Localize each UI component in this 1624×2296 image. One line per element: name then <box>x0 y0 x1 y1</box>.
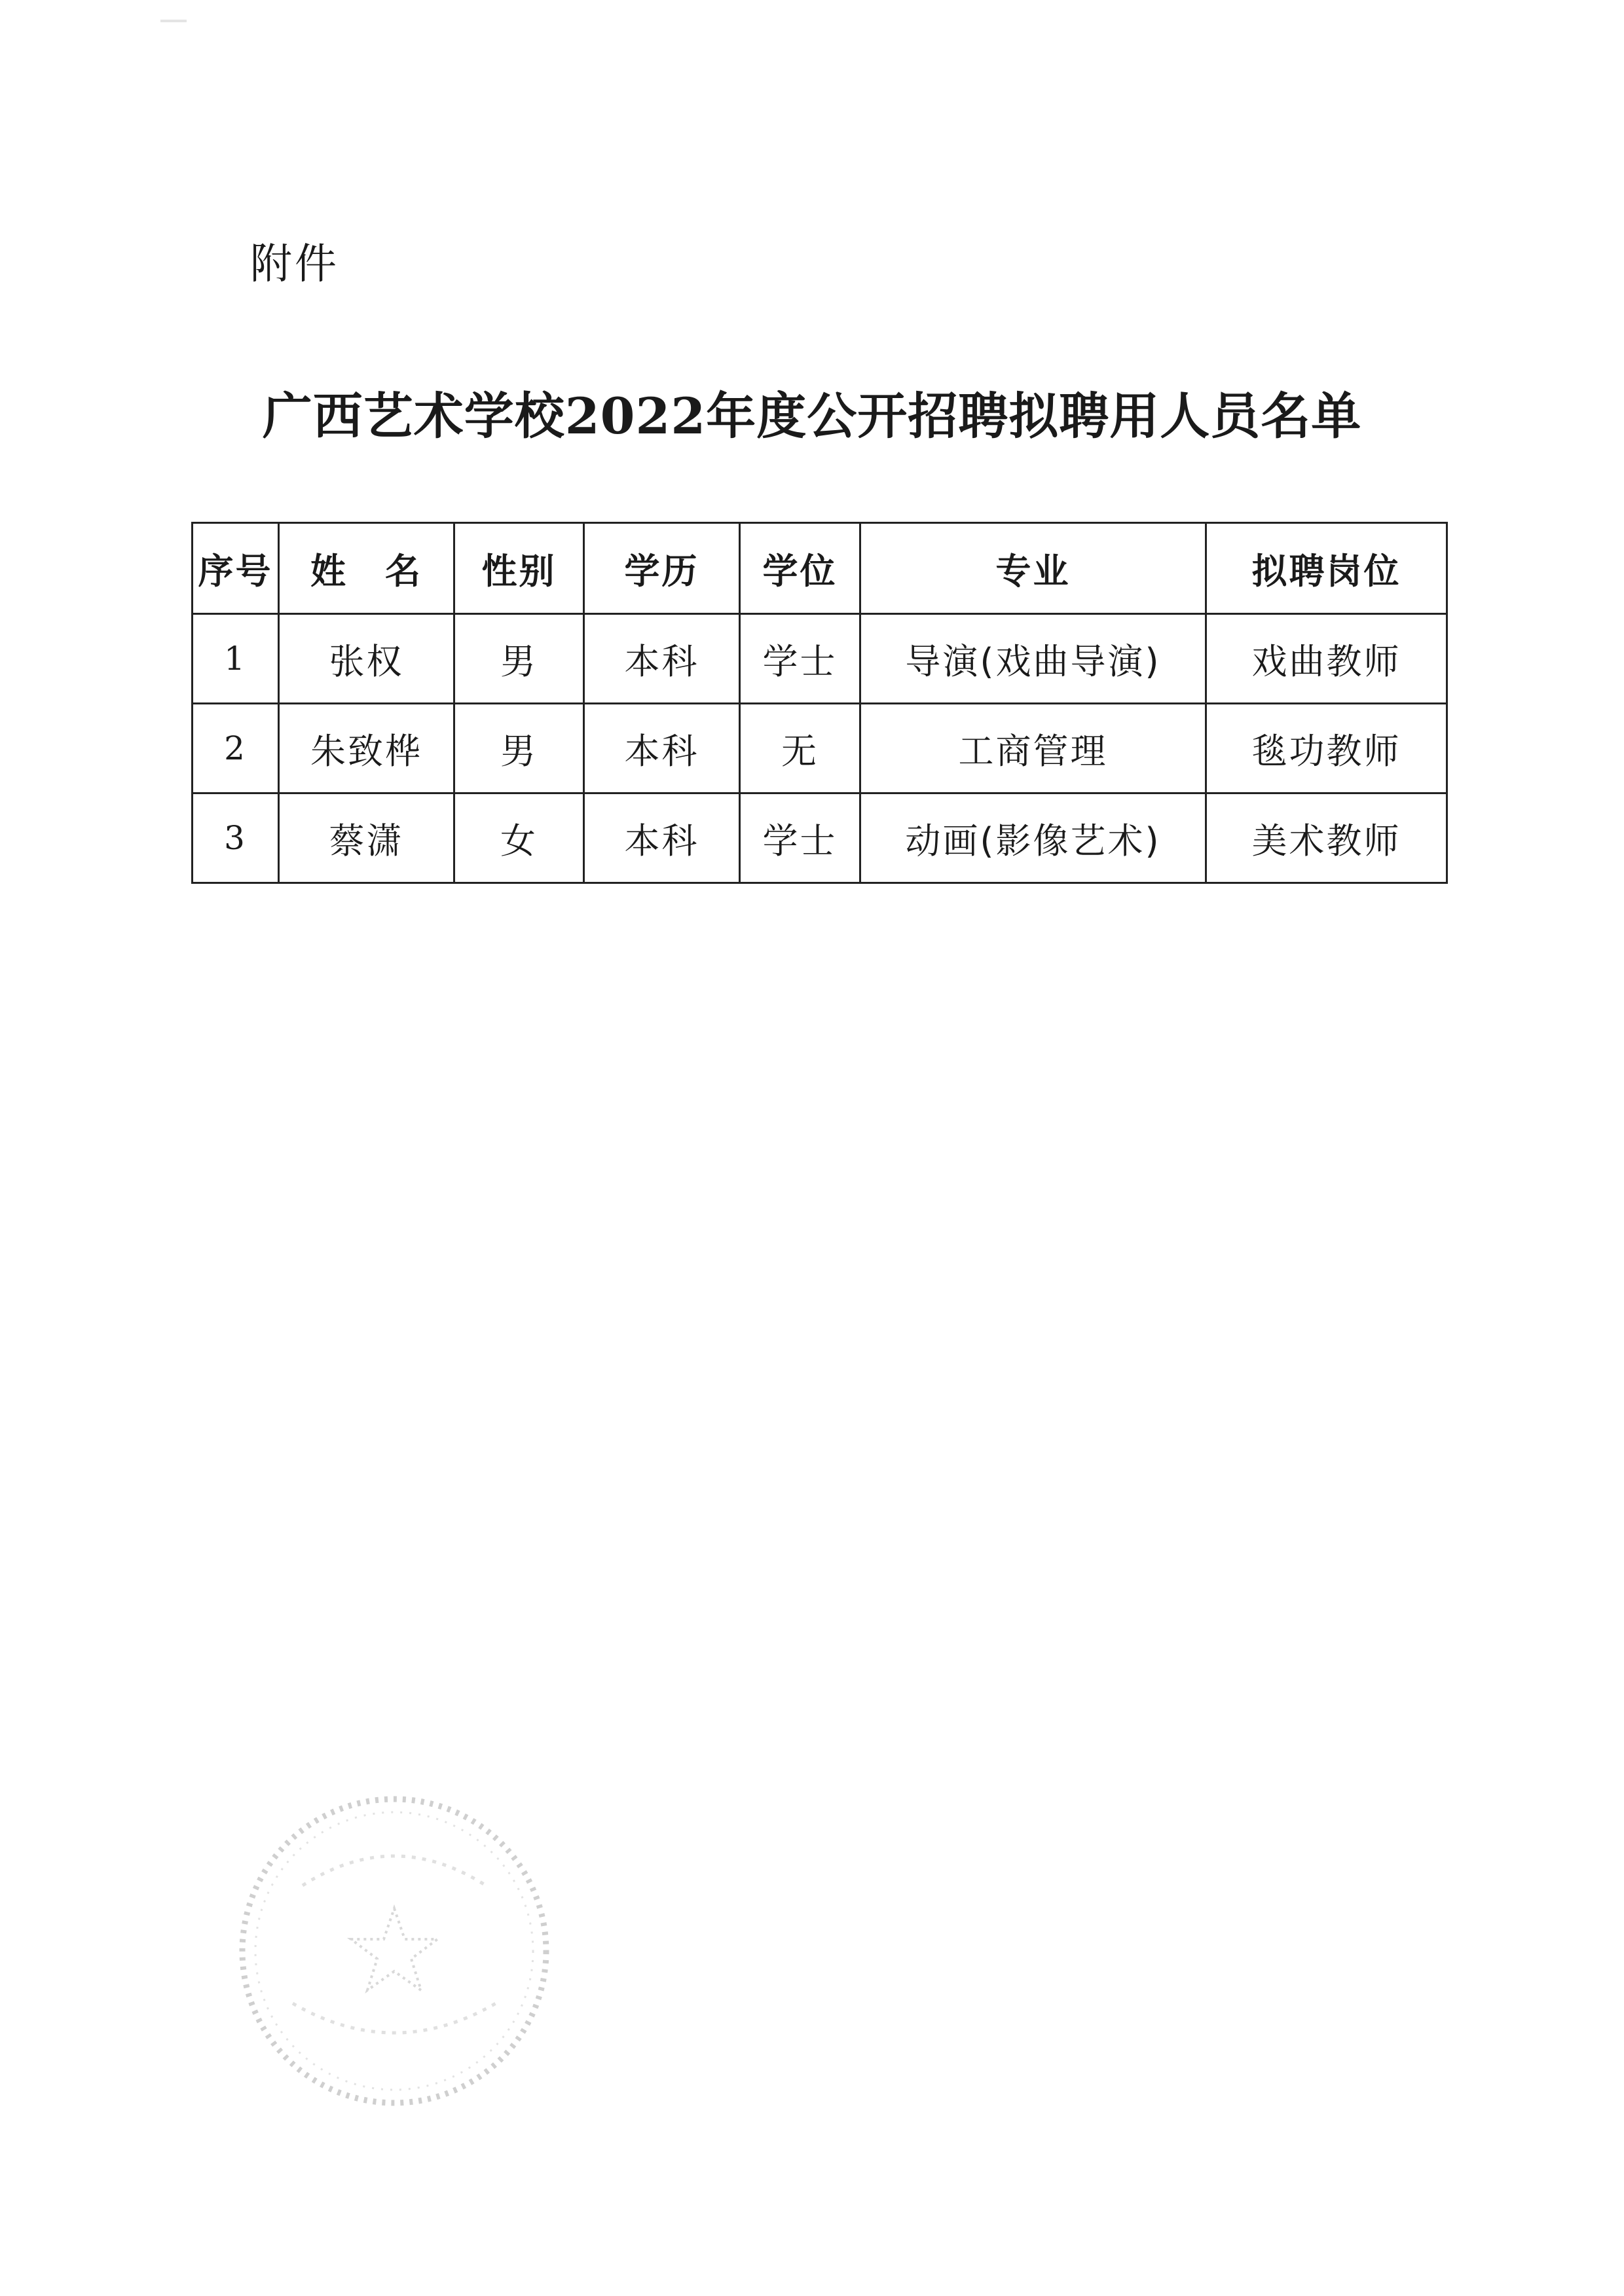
attachment-label: 附件 <box>250 240 339 289</box>
cell-position: 毯功教师 <box>1206 704 1447 793</box>
personnel-table <box>191 522 1448 884</box>
table-row <box>193 614 1447 704</box>
cell-education: 本科 <box>584 704 740 793</box>
cell-index: 3 <box>193 793 279 883</box>
table-row <box>193 793 1447 883</box>
table-header-row <box>193 523 1447 614</box>
header-gender: 性别 <box>454 523 584 614</box>
cell-education: 本科 <box>584 793 740 883</box>
header-position: 拟聘岗位 <box>1206 523 1447 614</box>
official-seal-icon <box>231 1787 558 2115</box>
cell-gender: 男 <box>454 704 584 793</box>
cell-name: 朱致桦 <box>279 704 454 793</box>
table-row <box>193 704 1447 793</box>
header-major: 专业 <box>860 523 1206 614</box>
header-name: 姓 名 <box>279 523 454 614</box>
cell-major: 导演(戏曲导演) <box>860 614 1206 704</box>
cell-name: 蔡潇 <box>279 793 454 883</box>
cell-degree: 学士 <box>740 614 860 704</box>
header-degree: 学位 <box>740 523 860 614</box>
cell-education: 本科 <box>584 614 740 704</box>
cell-gender: 女 <box>454 793 584 883</box>
cell-index: 2 <box>193 704 279 793</box>
cell-degree: 学士 <box>740 793 860 883</box>
cell-gender: 男 <box>454 614 584 704</box>
header-education: 学历 <box>584 523 740 614</box>
cell-major: 工商管理 <box>860 704 1206 793</box>
header-index: 序号 <box>193 523 279 614</box>
cell-name: 张权 <box>279 614 454 704</box>
cell-position: 美术教师 <box>1206 793 1447 883</box>
cell-index: 1 <box>193 614 279 704</box>
scan-mark <box>160 20 187 22</box>
cell-position: 戏曲教师 <box>1206 614 1447 704</box>
document-title: 广西艺术学校2022年度公开招聘拟聘用人员名单 <box>262 387 1362 445</box>
personnel-table-container <box>191 522 1448 884</box>
cell-major: 动画(影像艺术) <box>860 793 1206 883</box>
cell-degree: 无 <box>740 704 860 793</box>
